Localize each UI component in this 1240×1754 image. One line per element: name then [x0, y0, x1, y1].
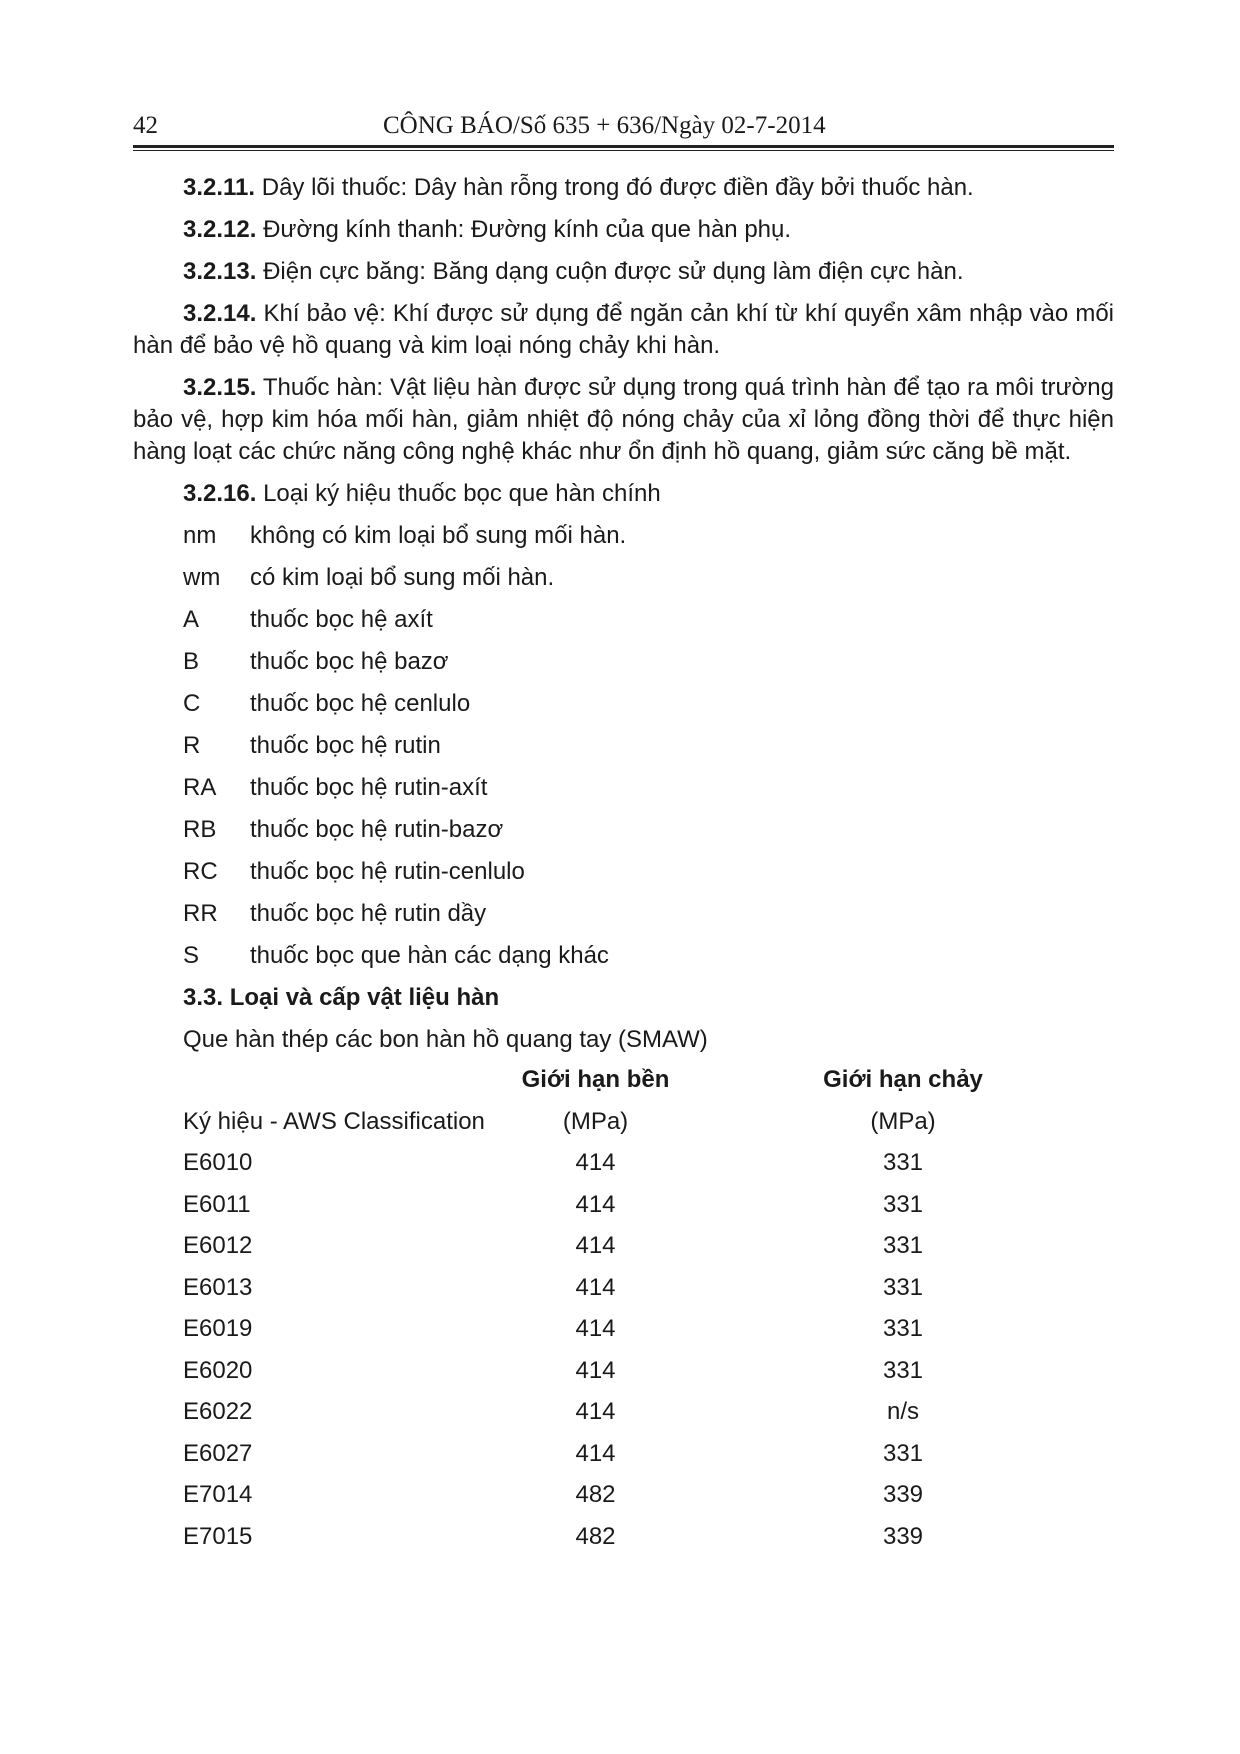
- section-heading: 3.3. Loại và cấp vật liệu hàn: [183, 984, 500, 1011]
- symbol-description: thuốc bọc hệ cenlulo: [250, 690, 471, 717]
- table-header-cell: (MPa): [870, 1107, 936, 1135]
- list-item: [133, 646, 1114, 688]
- table-cell: E6027: [183, 1439, 253, 1467]
- symbol-description: không có kim loại bổ sung mối hàn.: [250, 522, 627, 549]
- table-header-cell: (MPa): [562, 1107, 629, 1135]
- table-row: [183, 1230, 1108, 1272]
- symbol-code: RC: [183, 858, 218, 885]
- table-row: [183, 1147, 1108, 1189]
- table-cell: 339: [882, 1481, 924, 1508]
- symbol-code: B: [183, 648, 200, 675]
- symbol-description: thuốc bọc hệ rutin dầy: [250, 900, 487, 927]
- list-item: [133, 772, 1114, 814]
- list-item: [133, 898, 1114, 940]
- table-row: [183, 1438, 1108, 1480]
- table-cell: 331: [882, 1439, 924, 1467]
- table-cell: 331: [882, 1273, 924, 1301]
- table-cell: 339: [882, 1522, 924, 1550]
- coating-symbol-list: [133, 520, 1114, 982]
- symbol-code: C: [183, 690, 201, 717]
- header-rule-thick: [133, 145, 1114, 148]
- table-header-row: [183, 1106, 1108, 1148]
- clause-text: Khí bảo vệ: Khí được sử dụng để ngăn cản khí từ khí quyển xâm nhập vào mối hàn để bảo vệ hồ quang và kim loại nóng chảy khi hàn.: [133, 300, 1114, 359]
- clause-number: 3.2.15.: [183, 374, 257, 401]
- table-row: [183, 1479, 1108, 1521]
- symbol-code: nm: [183, 522, 217, 549]
- table-cell: 331: [882, 1356, 924, 1384]
- table-cell: E6011: [183, 1190, 251, 1218]
- list-item: [133, 730, 1114, 772]
- definition-paragraph: [133, 172, 1114, 204]
- table-cell: 331: [882, 1232, 924, 1259]
- symbol-description: thuốc bọc que hàn các dạng khác: [250, 942, 609, 969]
- definition-paragraph: [133, 298, 1114, 362]
- definition-paragraph: [133, 478, 1114, 510]
- clause-number: 3.2.12.: [183, 216, 257, 243]
- table-header-cell: Ký hiệu - AWS Classification: [183, 1107, 485, 1135]
- list-item: [133, 520, 1114, 562]
- table-cell: 414: [575, 1190, 616, 1218]
- table-cell: 414: [575, 1398, 616, 1425]
- table-header-row: [183, 1064, 1108, 1106]
- table-cell: 331: [882, 1190, 924, 1218]
- clause-text: Thuốc hàn: Vật liệu hàn được sử dụng trong quá trình hàn để tạo ra môi trường bảo vệ, hợp kim hóa mối hàn, giảm nhiệt độ nóng chảy của xỉ lỏng đồng thời để thực hiện hàng loạt các chức năng công nghệ khác như ổn định hồ quang, giảm sức căng bề mặt.: [133, 374, 1114, 465]
- table-cell: 482: [575, 1522, 616, 1550]
- section-subtitle: Que hàn thép các bon hàn hồ quang tay (SMAW): [183, 1026, 708, 1053]
- table-cell: 331: [882, 1315, 924, 1342]
- symbol-description: thuốc bọc hệ bazơ: [250, 648, 449, 675]
- table-header-cell: Giới hạn chảy: [823, 1066, 983, 1093]
- clause-text: Loại ký hiệu thuốc bọc que hàn chính: [256, 480, 661, 507]
- list-item: [133, 688, 1114, 730]
- table-cell: E6022: [183, 1398, 253, 1425]
- symbol-code: RR: [183, 900, 218, 927]
- symbol-description: thuốc bọc hệ rutin-cenlulo: [250, 858, 525, 885]
- page-number: 42: [133, 112, 158, 139]
- symbol-description: có kim loại bổ sung mối hàn.: [250, 564, 555, 591]
- table-cell: 414: [575, 1149, 616, 1176]
- list-item: [133, 940, 1114, 982]
- table-cell: E6020: [183, 1356, 253, 1384]
- table-cell: 331: [882, 1149, 924, 1176]
- table-row: [183, 1355, 1108, 1397]
- clause-number: 3.2.13.: [183, 258, 257, 285]
- table-cell: E7015: [183, 1522, 253, 1550]
- table-cell: E6013: [183, 1273, 253, 1301]
- clause-number: 3.2.14.: [183, 300, 257, 327]
- table-cell: E6019: [183, 1315, 253, 1342]
- table-row: [183, 1189, 1108, 1231]
- electrode-table: [183, 1064, 1108, 1562]
- definition-paragraph: [133, 372, 1114, 468]
- symbol-code: A: [183, 606, 200, 633]
- list-item: [133, 856, 1114, 898]
- list-item: [133, 814, 1114, 856]
- definition-paragraph: [133, 256, 1114, 288]
- table-row: [183, 1272, 1108, 1314]
- header-rule-thin: [133, 150, 1114, 151]
- symbol-code: R: [183, 732, 201, 759]
- table-row: [183, 1521, 1108, 1563]
- table-cell: E7014: [183, 1481, 253, 1508]
- definition-paragraph: [133, 214, 1114, 246]
- table-cell: 414: [575, 1315, 616, 1342]
- clause-text: Đường kính thanh: Đường kính của que hàn phụ.: [256, 216, 792, 243]
- symbol-code: S: [183, 942, 200, 969]
- symbol-description: thuốc bọc hệ rutin: [250, 732, 441, 759]
- table-cell: 414: [575, 1232, 616, 1259]
- clause-text: Dây lõi thuốc: Dây hàn rỗng trong đó được điền đầy bởi thuốc hàn.: [255, 174, 974, 201]
- symbol-description: thuốc bọc hệ rutin-bazơ: [250, 816, 504, 843]
- clause-number: 3.2.11.: [183, 174, 256, 201]
- symbol-description: thuốc bọc hệ rutin-axít: [250, 774, 488, 801]
- body-text: [133, 172, 1114, 1562]
- symbol-code: RB: [183, 816, 217, 843]
- table-cell: 414: [575, 1273, 616, 1301]
- table-header-cell: Giới hạn bền: [521, 1066, 670, 1093]
- table-cell: E6010: [183, 1149, 253, 1176]
- symbol-code: wm: [183, 564, 221, 591]
- table-cell: 414: [575, 1439, 616, 1467]
- list-item: [133, 562, 1114, 604]
- table-header-cell: [183, 1064, 493, 1106]
- table-cell: 482: [575, 1481, 616, 1508]
- table-row: [183, 1396, 1108, 1438]
- table-cell: n/s: [886, 1398, 919, 1425]
- table-cell: E6012: [183, 1232, 253, 1259]
- table-row: [183, 1313, 1108, 1355]
- table-cell: 414: [575, 1356, 616, 1384]
- clause-number: 3.2.16.: [183, 480, 257, 507]
- symbol-description: thuốc bọc hệ axít: [250, 606, 433, 633]
- page-header: [133, 108, 1114, 144]
- symbol-code: RA: [183, 774, 217, 801]
- clause-text: Điện cực băng: Băng dạng cuộn được sử dụng làm điện cực hàn.: [256, 258, 964, 285]
- list-item: [133, 604, 1114, 646]
- gazette-title: CÔNG BÁO/Số 635 + 636/Ngày 02-7-2014: [383, 112, 826, 139]
